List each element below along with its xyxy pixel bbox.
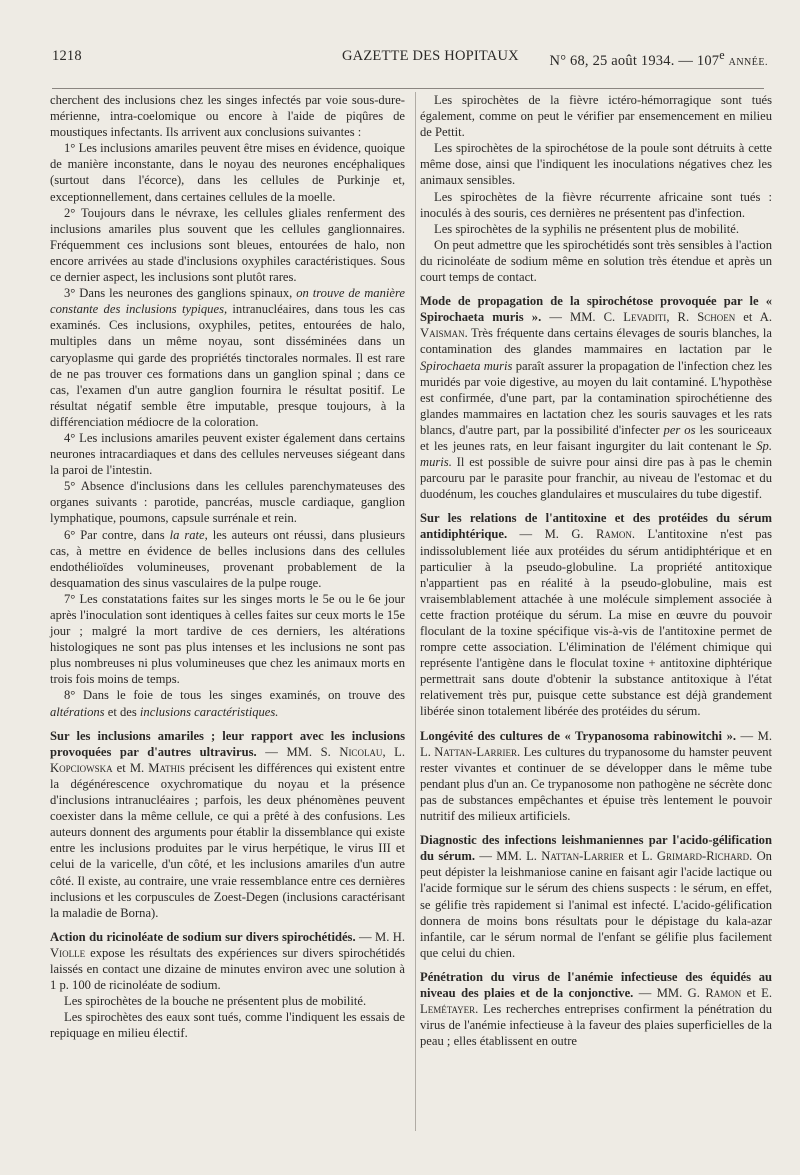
paragraph: 6° Par contre, dans la rate, les auteurs ont réussi, dans plusieurs cas, à mettre en évidence de belles inclusions dans des cellules endothélioïdes volumineuses, provenant probablement de la desquamation des sinus vasculaires de la pulpe rouge.	[50, 527, 405, 590]
paragraph: Les spirochètes de la syphilis ne présentent plus de mobilité.	[434, 221, 739, 236]
paragraph: 5° Absence d'inclusions dans les cellules parenchymateuses des organes suivants : parotide, pancréas, muscle cardiaque, ganglion lymphatique, poumons, capsule surrénale et rein.	[50, 479, 405, 526]
paragraph: Les spirochètes de la fièvre récurrente africaine sont tués : inoculés à des souris, ces dernières ne présentent pas d'infection.	[420, 189, 772, 220]
paragraph: On peut admettre que les spirochétidés sont très sensibles à l'action du ricinoléate de sodium même en solution très étendue et après un court temps de contact.	[420, 237, 773, 285]
paragraph: Les spirochètes de la spirochétose de la poule sont détruits à cette même dose, ainsi que l'indiquent les inoculations négatives chez les animaux sensibles.	[420, 141, 772, 188]
right-column: Les spirochètes de la fièvre ictéro-hémorragique sont tués également, comme on peut le vérifier par ensemencement en milieu de Pettit. Les spirochètes de la spirochétose de la poule sont détruits à cette même dose, ainsi que l'indiquent les inoculations négatives chez les animaux sensibles. Les spirochètes de la fièvre récurrente africaine sont tués : inoculés à des souris, ces dernières ne présentent pas d'infection. Les spirochètes de la syphilis ne présentent plus de mobilité. On peut admettre que les spirochétidés sont très sensibles à l'action du ricinoléate de sodium même en solution très étendue et après un court temps de contact. Mode de propagation de la spirochétose provoquée par le « Spirochaeta muris ». — MM. C. Levaditi, R. Schoen et A. Vaisman. Très fréquente dans certains élevages de souris blanches, la contamination des glandes mammaires en lactation par le Spirochaeta muris paraît assurer la propagation de l'infection chez les muridés par voie digestive, au moyen du lait contaminé. L'hypothèse est confirmée, d'une part, par la contamination spirochétienne des glandes mammaires en lactation chez les souris sauvages et les rats blancs, d'autre part, par la possibilité d'infecter per os les souriceaux et les jeunes rats, en leur faisant ingurgiter du lait contenant le Sp. muris. Il est possible de suivre pour ainsi dire pas à pas le chemin parcouru par le parasite pour franchir, au niveau de l'estomac et du duodénum, les couches glandulaires et musculaires du tube digestif. Sur les relations de l'antitoxine et des protéides du sérum antidiphtérique. — M. G. Ramon. L'antitoxine n'est pas indissolublement liée aux protéides du sérum antidiphtérique et en particulier à la pseudo-globuline. La propriété antitoxique n'appartient pas en réalité à la pseudo-globuline, mais est vraisemblablement attachée à une molécule simplement associée à cette fraction protéique du sérum. La mise en œuvre du pouvoir floculant de la toxine spécifique vis-à-vis de l'antitoxine permet de rompre cette association. L'élimination de l'élément chimique qui représente l'antigène dans le floculat toxine + antitoxine diphtérique permettrait sans doute d'obtenir la substance antitoxique à l'état relativement très pur, puisque cette substance est déjà grandement libérée sinon totalement libérée des protéides du sérum. Longévité des cultures de « Trypanosoma rabinowitchi ». — M. L. Nattan-Larrier. Les cultures du trypanosome du hamster peuvent rester vivantes et continuer de se développer dans le même tube pendant plus d'un an. Ce trypanosome non pathogène ne sécrète donc pas de substances empêchantes et épuise très lentement le pouvoir nutritif des milieux artificiels. Diagnostic des infections leishmaniennes par l'acido-gélification du sérum. — MM. L. Nattan-Larrier et L. Grimard-Richard. On peut dépister la leishmaniose canine en faisant agir l'acide lactique ou l'acide formique sur le sérum des chiens suspects : le sérum, en effet, se gélifie très rapidement si l'animal est infecté. L'acido-gélification donnera de moins bons résultats pour le dépistage du kala-azar infantile, car le sérum normal de l'enfant se gélifie plus facilement que celui du chien. Pénétration du virus de l'anémie infectieuse des équidés au niveau des plaies et de la conjonctive. — MM. G. Ramon et E. Lemétayer. Les recherches entreprises confirment la pénétration du virus de l'anémie infectieuse à la faveur des plaies superficielles de la peau ; elles établissent en outre	[420, 93, 773, 1049]
section-heading: Diagnostic des infections leishmaniennes par l'acido-gélification du sérum.	[420, 833, 772, 864]
left-column: cherchent des inclusions chez les singes infectés par voie sous-dure-mérienne, intra-coelomique ou encore à l'aide de piqûres de moustiques infectants. Ils arrivent aux conclusions suivantes : 1° Les inclusions amariles peuvent être mises en évidence, quoique de manière inconstante, dans le noyau des neurones encéphaliques (surtout dans l'écorce), dans les cellules de Purkinje et, exceptionnellement, dans certaines cellules de la moelle. 2° Toujours dans le névraxe, les cellules gliales renferment des inclusions amariles plus souvent que les cellules ganglionnaires. Fréquemment ces inclusions sont bleues, entourées de halo, non encore arrivées au stade d'inclusions oxyphiles caractéristiques. Sous ce dernier aspect, les inclusions sont plutôt rares. 3° Dans les neurones des ganglions spinaux, on trouve de manière constante des inclusions typiques, intranucléaires, dans tous les cas examinés. Ces inclusions, oxyphiles, petites, entourées de halo, multiples dans un même noyau, sont disséminées dans un caryoplasme qui garde des propriétés tinctorales normales. Il est rare de ne pas trouver ces formations dans un ganglion spinal ; dans ce cas, l'examen d'un autre ganglion fournira le résultat positif. Le résultat négatif semble être imputable, presque toujours, à la différenciation médiocre de la coloration. 4° Les inclusions amariles peuvent exister également dans certains neurones intracardiaques et dans des cellules nerveuses siégeant dans la paroi de l'intestin. 5° Absence d'inclusions dans les cellules parenchymateuses des organes suivants : parotide, pancréas, muscle cardiaque, ganglion lymphatique, poumons, capsule surrénale et rein. 6° Par contre, dans la rate, les auteurs ont réussi, dans plusieurs cas, à mettre en évidence de belles inclusions dans des cellules endothélioïdes volumineuses, provenant probablement de la desquamation des sinus vasculaires de la pulpe rouge. 7° Les constatations faites sur les singes morts le 5e ou le 6e jour après l'inoculation sont identiques à celles faites sur ceux morts le 15e jour ; malgré la mort tardive de ces derniers, les altérations histologiques ne sont pas plus intenses et les inclusions ne sont pas plus nombreuses ni plus volumineuses que chez les animaux morts en trois fois moins de temps. 8° Dans le foie de tous les singes examinés, on trouve des altérations et des inclusions caractéristiques. Sur les inclusions amariles ; leur rapport avec les inclusions provoquées par d'autres ultravirus. — MM. S. Nicolau, L. Kopciowska et M. Mathis précisent les différences qui existent entre la dégénérescence oxychromatique du noyau et la présence d'inclusions intranucléaires ; parfois, les deux phénomènes peuvent coexister dans la même cellule, ce qui a prêté à des confusions. Les auteurs donnent des arguments pour établir la dissemblance qui existe entre les inclusions produites par le virus herpétique, le virus III et celui de la varicelle, d'un côté, et les inclusions amariles d'un autre côté. Il existe, au contraire, une vraie ressemblance entre ces dernières inclusions et les corpuscules de Zoest-Degen (inclusions caractérisant la maladie de Borna). Action du ricinoléate de sodium sur divers spirochétidés. — M. H. Violle expose les résultats des expériences sur divers spirochétidés laissés en contact une dizaine de minutes environ avec une solution à 1 p. 100 de ricinoléate de sodium. Les spirochètes de la bouche ne présentent plus de mobilité. Les spirochètes des eaux sont tués, comme l'indiquent les essais de repiquage en milieu électif.	[50, 93, 406, 1041]
paragraph: 8° Dans le foie de tous les singes examinés, on trouve des altérations et des inclusions caractéristiques.	[50, 688, 405, 719]
journal-title: GAZETTE DES HOPITAUX	[342, 48, 519, 64]
issue-date: N° 68, 25 août 1934. — 107e ANNÉE.	[549, 48, 768, 69]
section-heading: Pénétration du virus de l'anémie infectieuse des équidés au niveau des plaies et de la conjonctive.	[420, 969, 772, 1000]
running-header	[52, 48, 768, 74]
section-heading: Longévité des cultures de « Trypanosoma rabinowitchi ».	[420, 728, 737, 743]
paragraph: 7° Les constatations faites sur les singes morts le 5e ou le 6e jour après l'inoculation sont identiques à celles faites sur ceux morts le 15e jour ; malgré la mort tardive de ces derniers, les altérations histologiques ne sont pas plus intenses et les inclusions ne sont pas plus nombreuses ni plus volumineuses que chez les animaux morts en trois fois moins de temps.	[50, 591, 405, 687]
paragraph: Les spirochètes des eaux sont tués, comme l'indiquent les essais de repiquage en milieu électif.	[50, 1010, 405, 1041]
paragraph: 2° Toujours dans le névraxe, les cellules gliales renferment des inclusions amariles plus souvent que les cellules ganglionnaires. Fréquemment ces inclusions sont bleues, entourées de halo, non encore arrivées au stade d'inclusions oxyphiles caractéristiques. Sous ce dernier aspect, les inclusions sont plutôt rares.	[50, 205, 405, 285]
paragraph: Les spirochètes de la fièvre ictéro-hémorragique sont tués également, comme on peut le vérifier par ensemencement en milieu de Pettit.	[420, 93, 772, 140]
paragraph: 4° Les inclusions amariles peuvent exister également dans certains neurones intracardiaques et dans des cellules nerveuses siégeant dans la paroi de l'intestin.	[50, 430, 405, 478]
paragraph: 3° Dans les neurones des ganglions spinaux, on trouve de manière constante des inclusions typiques, intranucléaires, dans tous les cas examinés. Ces inclusions, oxyphiles, petites, entourées de halo, multiples dans un même noyau, sont disséminées dans un caryoplasme qui garde des propriétés tinctorales normales. Il est rare de ne pas trouver ces formations dans un ganglion spinal ; dans ce cas, l'examen d'un autre ganglion fournira le résultat positif. Le résultat négatif semble être imputable, presque toujours, à la différenciation médiocre de la coloration.	[50, 286, 405, 429]
section-heading: Sur les inclusions amariles ; leur rapport avec les inclusions provoquées par d'autres ultravirus.	[50, 728, 405, 759]
column-divider	[415, 92, 416, 1131]
header-rule	[52, 88, 764, 89]
paragraph: cherchent des inclusions chez les singes infectés par voie sous-dure-mérienne, intra-coelomique ou encore à l'aide de piqûres de moustiques infectants. Ils arrivent aux conclusions suivantes :	[50, 93, 405, 140]
page-number: 1218	[52, 48, 82, 64]
paragraph: 1° Les inclusions amariles peuvent être mises en évidence, quoique de manière inconstante, dans le noyau des neurones encéphaliques (surtout dans l'écorce), dans les cellules de Purkinje et, exceptionnellement, dans certaines cellules de la moelle.	[50, 141, 405, 204]
section-heading: Mode de propagation de la spirochétose provoquée par le « Spirochaeta muris ».	[420, 294, 772, 325]
paragraph: Les spirochètes de la bouche ne présentent plus de mobilité.	[64, 994, 367, 1009]
section-heading: Sur les relations de l'antitoxine et des protéides du sérum antidiphtérique.	[420, 511, 772, 542]
section-heading: Action du ricinoléate de sodium sur divers spirochétidés.	[50, 929, 356, 944]
